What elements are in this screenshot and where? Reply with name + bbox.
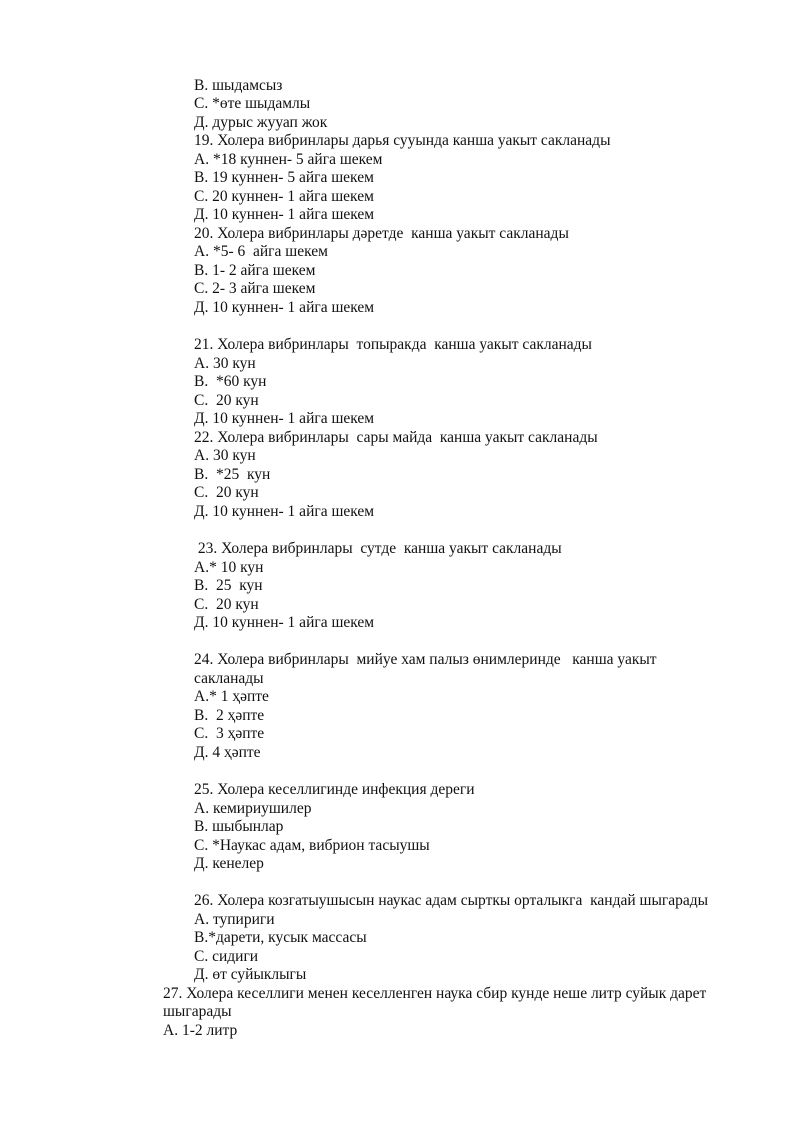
answer-option: А. *5- 6 айга шекем [194,243,328,260]
answer-option: С. *өте шыдамлы [194,95,311,112]
answer-option: А. тупириги [194,911,275,928]
question-24-continued: сакланады [194,670,264,687]
question-22: 22. Холера вибринлары сары майда канша уакыт сакланады [194,429,598,446]
question-24: 24. Холера вибринлары мийуе хам палыз өнимлеринде канша уакыт [194,651,657,668]
answer-option: С. 20 кун [194,596,259,613]
answer-option: А.* 1 ҳәпте [194,688,269,705]
answer-option: В. 2 ҳәпте [194,707,265,724]
answer-option: А. 30 кун [194,447,256,464]
answer-option: С. сидиги [194,948,259,965]
answer-option: Д. 10 куннен- 1 айга шекем [194,503,375,520]
answer-option: Д. 10 куннен- 1 айга шекем [194,410,375,427]
answer-option: Д. 4 ҳәпте [194,744,261,761]
answer-option: В.*дарети, кусык массасы [194,929,367,946]
answer-option: Д. өт суйыклыгы [194,966,307,983]
answer-option: В. шыдамсыз [194,77,283,94]
answer-option: Д. 10 куннен- 1 айга шекем [194,614,375,631]
answer-option: А.* 10 кун [194,559,264,576]
answer-option: В. *25 кун [194,466,271,483]
answer-option: А. *18 куннен- 5 айга шекем [194,151,383,168]
answer-option: С. 20 кун [194,392,259,409]
answer-option: Д. кенелер [194,855,264,872]
answer-option: С. 20 кун [194,484,259,501]
answer-option: А. 1-2 литр [163,1022,238,1039]
question-20: 20. Холера вибринлары дәретде канша уакыт сакланады [194,225,569,242]
answer-option: С. *Наукас адам, вибрион тасыушы [194,837,430,854]
question-23: 23. Холера вибринлары сутде канша уакыт сакланады [194,540,562,557]
question-25: 25. Холера кеселлигинде инфекция дереги [194,781,475,798]
question-21: 21. Холера вибринлары топыракда канша уакыт сакланады [194,336,592,353]
answer-option: В. шыбынлар [194,818,284,835]
answer-option: В. 25 кун [194,577,263,594]
answer-option: В. 1- 2 айга шекем [194,262,316,279]
question-27-continued: шыгарады [163,1003,232,1020]
question-19: 19. Холера вибринлары дарья сууында канша уакыт сакланады [194,132,611,149]
answer-option: В. 19 куннен- 5 айга шекем [194,169,374,186]
question-27: 27. Холера кеселлиги менен кеселленген наука сбир кунде неше литр суйык дарет [163,985,707,1002]
answer-option: Д. дурыс жууап жок [194,114,328,131]
question-26: 26. Холера козгатыушысын наукас адам сырткы орталыкга кандай шыгарады [194,892,709,909]
answer-option: С. 20 куннен- 1 айга шекем [194,188,374,205]
answer-option: Д. 10 куннен- 1 айга шекем [194,206,375,223]
answer-option: А. 30 кун [194,355,256,372]
answer-option: С. 2- 3 айга шекем [194,280,316,297]
answer-option: В. *60 кун [194,373,267,390]
answer-option: С. 3 ҳәпте [194,725,265,742]
answer-option: Д. 10 куннен- 1 айга шекем [194,299,375,316]
answer-option: А. кемириушилер [194,800,312,817]
